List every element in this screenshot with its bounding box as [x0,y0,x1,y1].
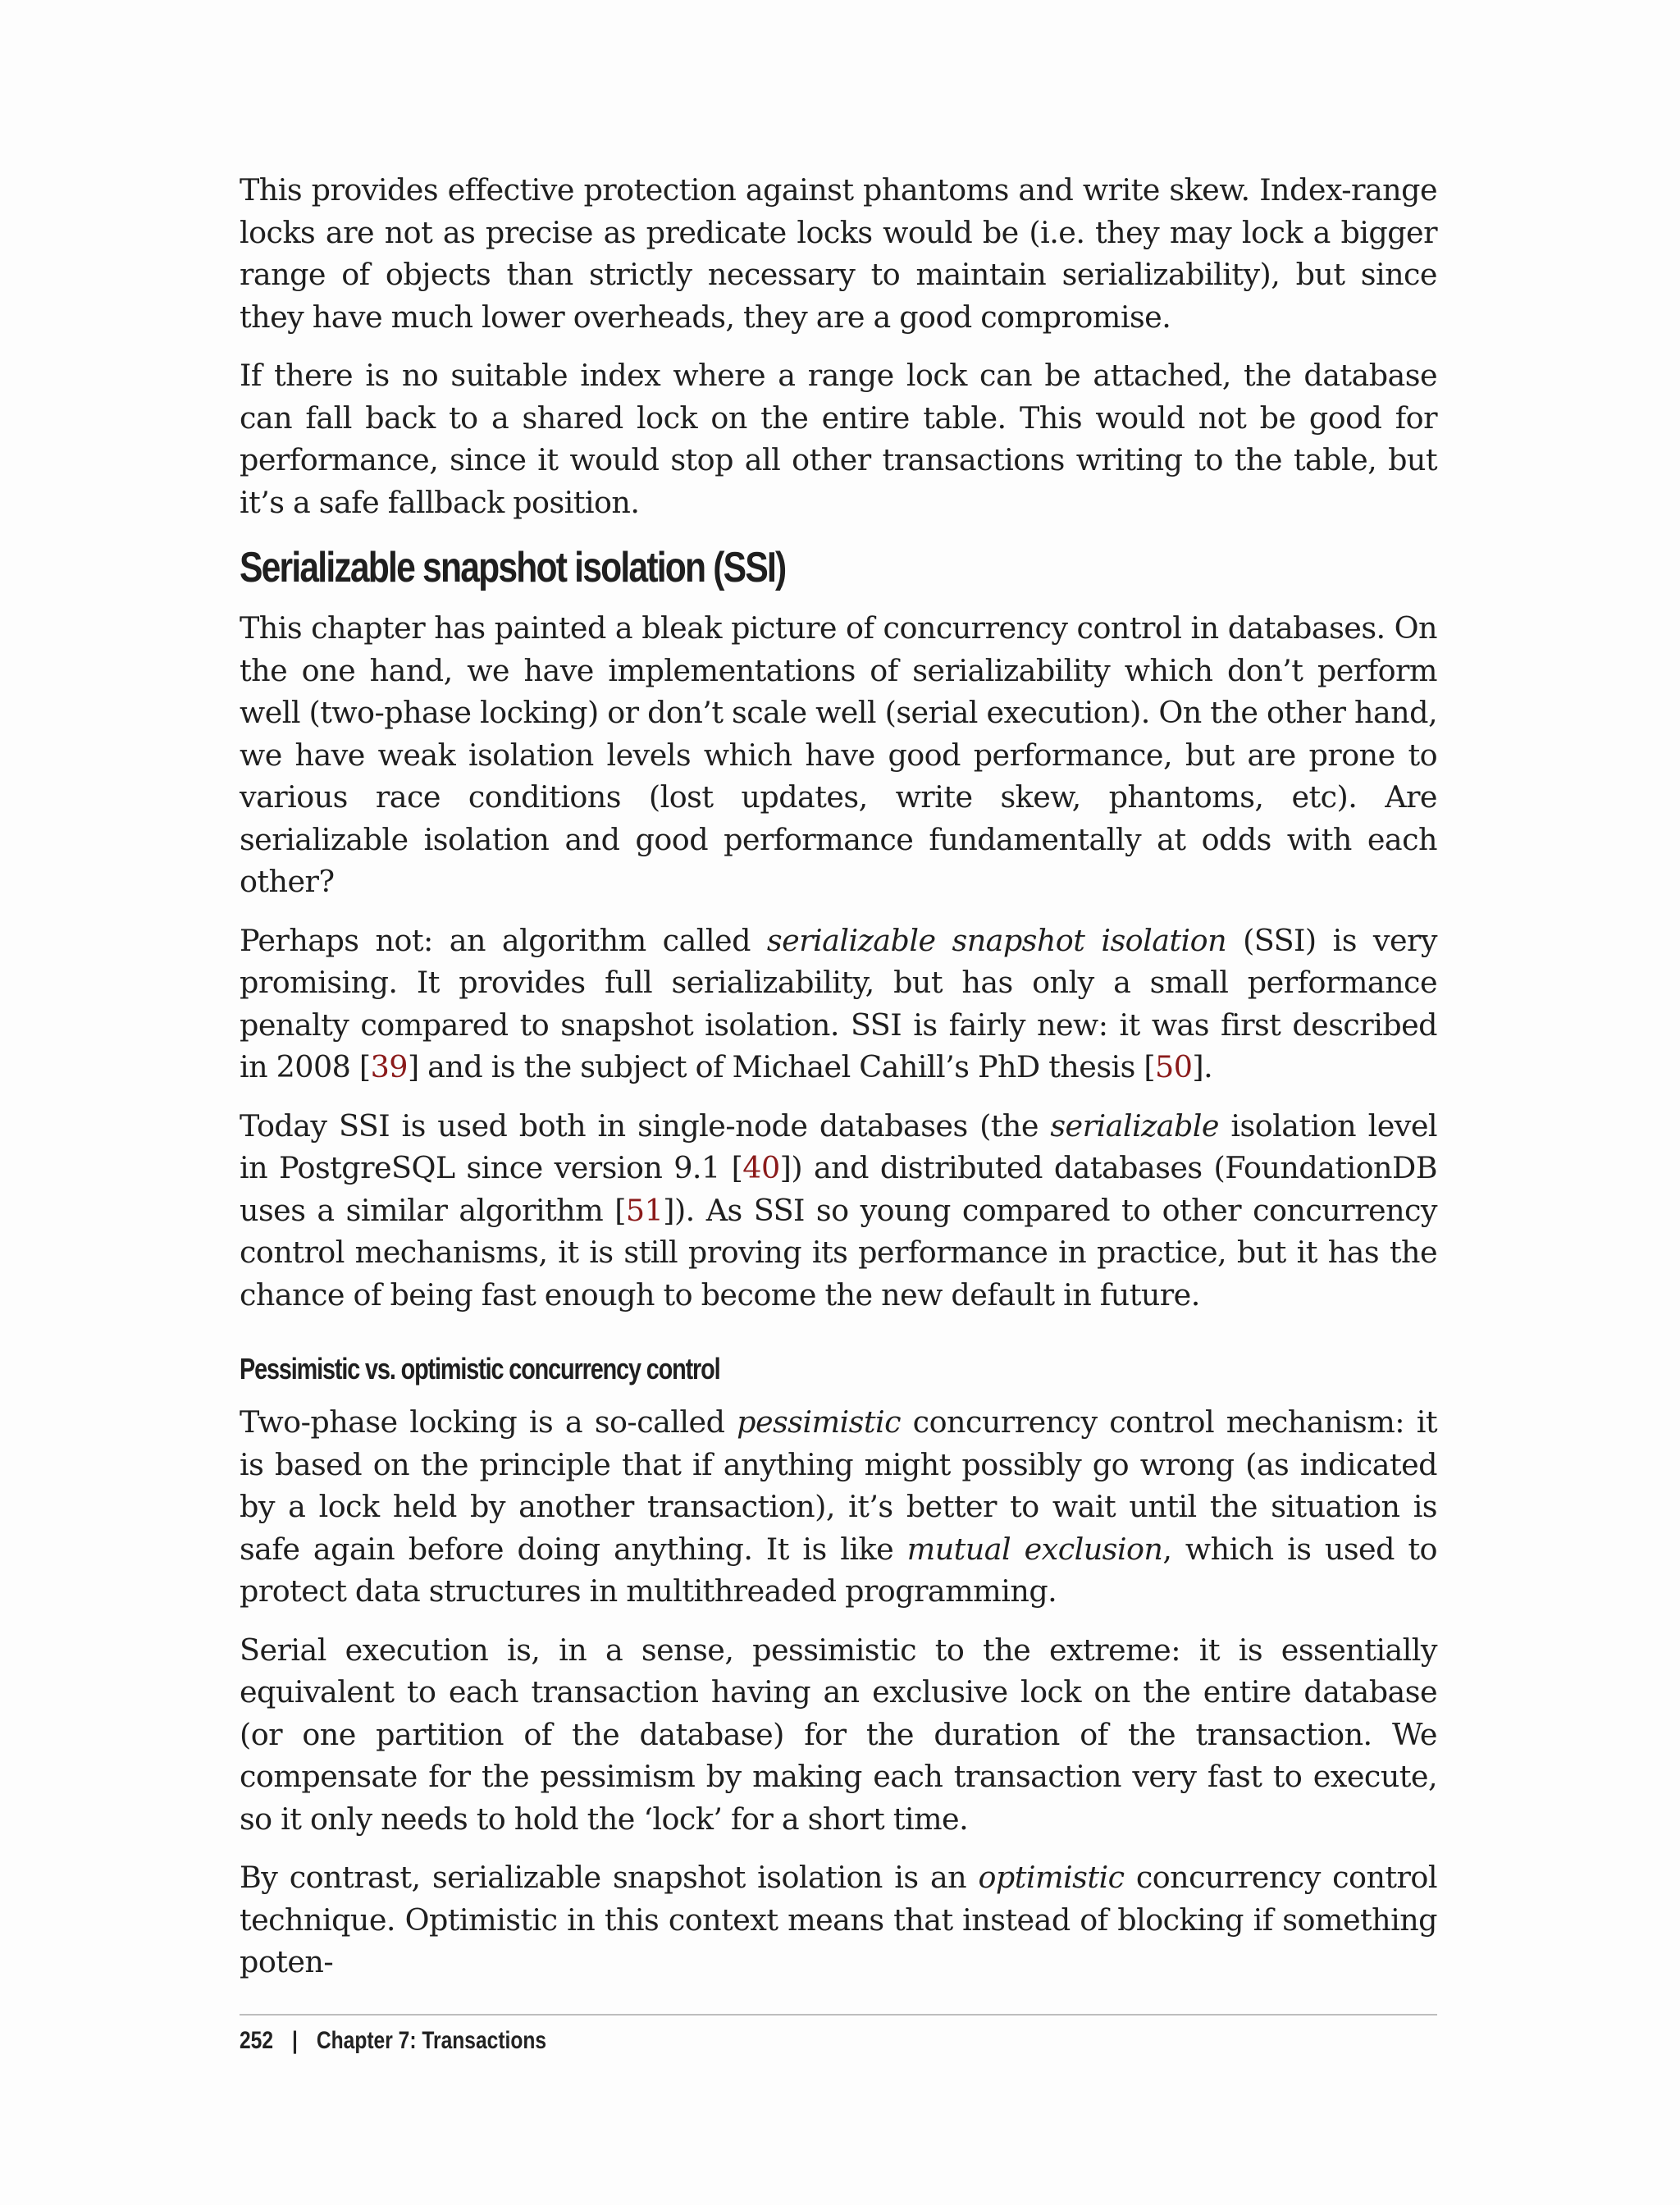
emphasis-term: serializable snapshot isolation [766,922,1227,958]
paragraph-perhaps-not [240,920,1437,1089]
footer-separator: | [292,2027,298,2054]
text-run: ]. [1192,1049,1213,1084]
paragraph-index-range-locks: This provides effective protection against phantoms and write skew. Index-range locks are not as precise as predicate locks would be (i.e. they may lock a bigger range of objects than strictly necessary to maintain serializability), but since they have much lower overheads, they are a good compromise. [240,172,1437,335]
text-run: , which is used to protect data structures in multithreaded programming. [240,1531,1437,1609]
footer-content [240,2027,546,2055]
page-number: 252 [240,2027,274,2054]
text-run: (SSI) is very promising. It provides full serializability, but has only a small performance penalty compared to snapshot isolation. SSI is fairly new: it was first described in 2008 [ [240,922,1438,1084]
paragraph-serial-execution: Serial execution is, in a sense, pessimistic to the extreme: it is essentially equivalent to each transaction having an exclusive lock on the entire database (or one partition of the database) for the duration of the transaction. We compensate for the pessimism by making each transaction very fast to execute, so it only needs to hold the ‘lock’ for a short time. [240,1632,1437,1837]
emphasis-term: pessimistic [737,1404,901,1440]
text-run: Today SSI is used both in single-node databases (the [240,1107,1051,1144]
subsection-heading-pessimistic-optimistic: Pessimistic vs. optimistic concurrency control [240,1352,720,1386]
citation-link-50[interactable]: 50 [1155,1049,1193,1084]
page-footer [240,2014,1437,2055]
text-run: Two-phase locking is a so-called [240,1404,737,1440]
text-run: ] and is the subject of Michael Cahill’s PhD thesis [ [407,1049,1156,1084]
citation-link-39[interactable]: 39 [370,1049,408,1084]
chapter-title: Chapter 7: Transactions [316,2027,547,2054]
text-run: concurrency control technique. Optimistic in this context means that instead of blocking if something poten- [240,1860,1437,1979]
text-run: ]). As SSI so young compared to other concurrency control mechanisms, it is still proving its performance in practice, but it has the chance of being fast enough to become the new default in future. [240,1192,1438,1312]
citation-link-40[interactable]: 40 [742,1150,780,1185]
page-body [240,169,1437,2000]
section-heading-ssi: Serializable snapshot isolation (SSI) [240,544,786,591]
text-run: ]) and distributed databases (FoundationDB uses a similar algorithm [ [240,1150,1437,1228]
emphasis-term: serializable [1050,1107,1219,1144]
paragraph-today-ssi [240,1105,1437,1317]
emphasis-term: optimistic [978,1860,1125,1895]
text-run: isolation level in PostgreSQL since version 9.1 [ [240,1107,1437,1185]
citation-link-51[interactable]: 51 [625,1192,664,1228]
paragraph-two-phase-locking [240,1401,1437,1613]
text-run: concurrency control mechanism: it is based on the principle that if anything might possibly go wrong (as indicated by a lock held by another transaction), it’s better to wait until the situation is safe again before doing anything. It is like [240,1404,1437,1567]
paragraph-table-lock-fallback: If there is no suitable index where a range lock can be attached, the database can fall back to a shared lock on the entire table. This would not be good for performance, since it would stop all other transactions writing to the table, but it’s a safe fallback position. [240,358,1437,520]
text-run: By contrast, serializable snapshot isolation is an [240,1860,979,1895]
text-run: Perhaps not: an algorithm called [240,922,767,958]
paragraph-by-contrast [240,1856,1437,1984]
emphasis-term: mutual exclusion [906,1531,1163,1567]
paragraph-bleak-picture: This chapter has painted a bleak picture of concurrency control in databases. On the one hand, we have implementations of serializability which don’t perform well (two-phase locking) or don’t scale well (serial execution). On the other hand, we have weak isolation levels which have good performance, but are prone to various race conditions (lost updates, write skew, phantoms, etc). Are serializable isolation and good performance fundamentally at odds with each other? [240,610,1437,899]
